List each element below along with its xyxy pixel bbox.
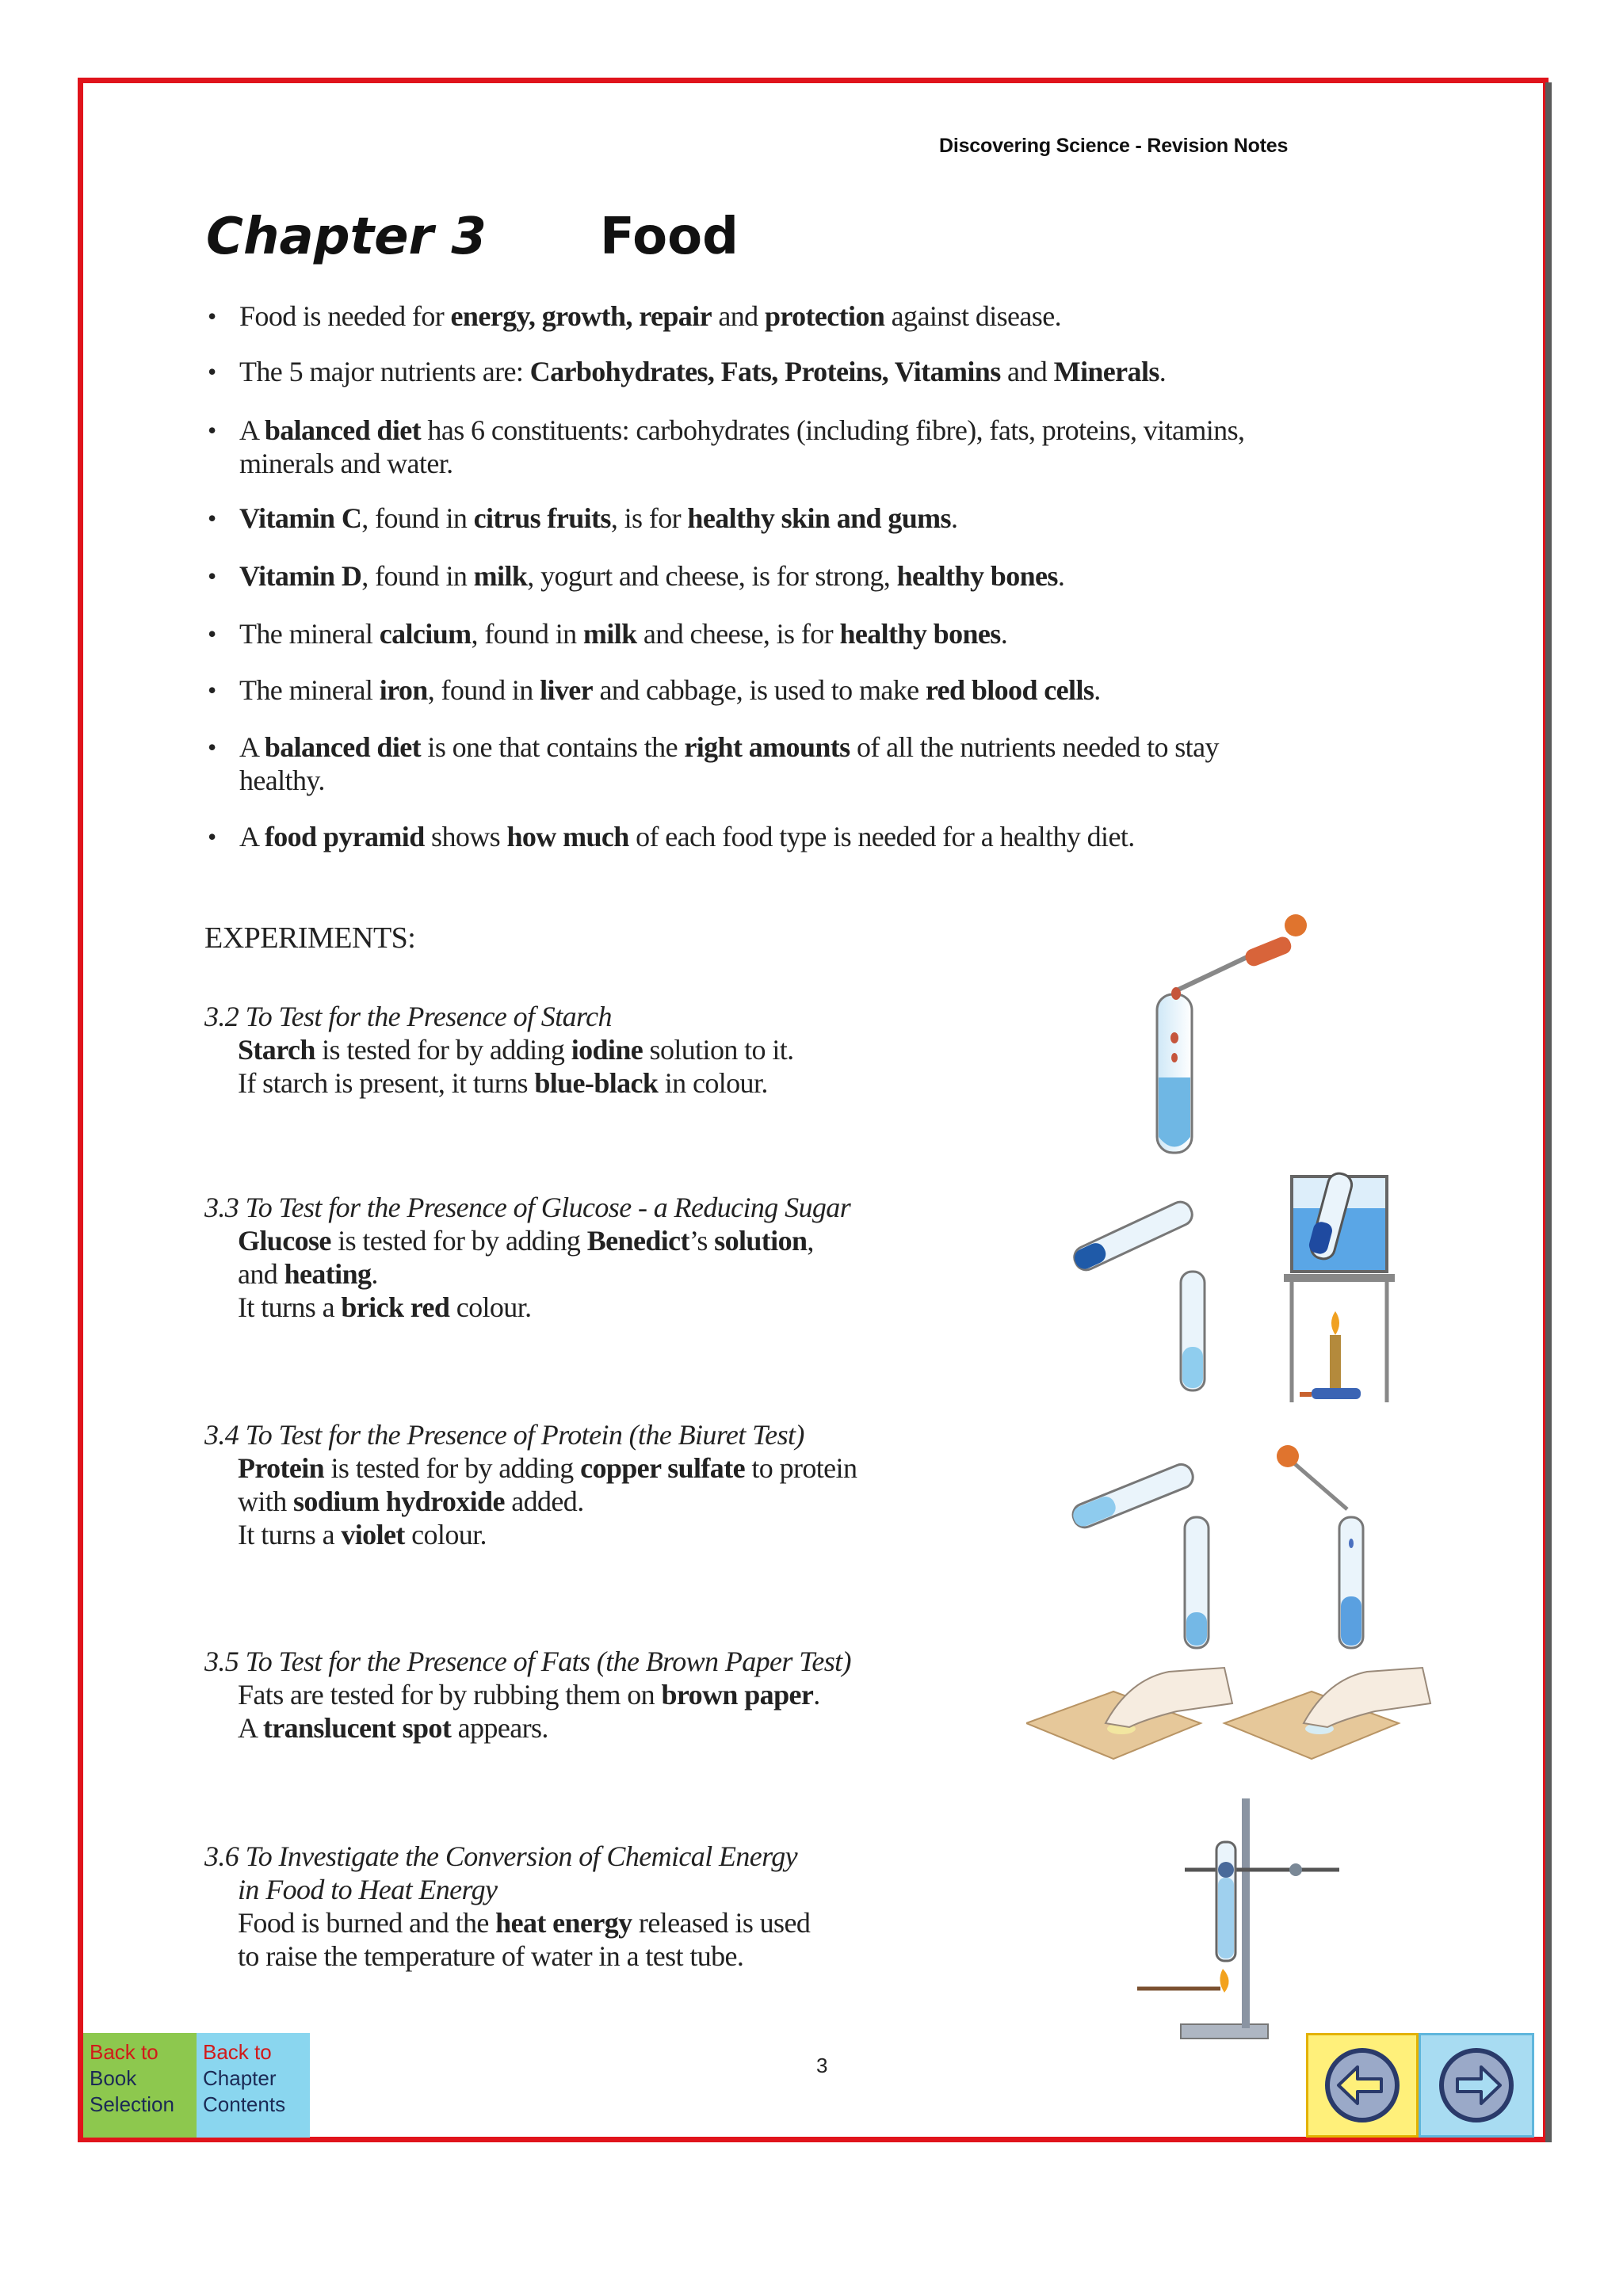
text-run: . bbox=[1094, 674, 1101, 706]
right-arrow-icon bbox=[1421, 2035, 1532, 2135]
experiment-line bbox=[204, 1257, 1076, 1291]
text-run: The mineral bbox=[239, 674, 380, 706]
experiment-3-5 bbox=[204, 1645, 1076, 1745]
text-run: . bbox=[1057, 560, 1065, 592]
text-run: The 5 major nutrients are: bbox=[239, 356, 530, 387]
back-to-chapter-contents-button[interactable] bbox=[197, 2033, 310, 2138]
emphasis-text: iron bbox=[379, 674, 428, 706]
experiment-3-3 bbox=[204, 1191, 1076, 1324]
emphasis-text: Starch bbox=[238, 1034, 315, 1066]
emphasis-text: Carbohydrates, Fats, Proteins, Vitamins bbox=[529, 356, 1001, 387]
text-run: and bbox=[1000, 356, 1054, 387]
emphasis-text: liver bbox=[540, 674, 594, 706]
text-run: , found in bbox=[471, 618, 583, 650]
text-run: added. bbox=[504, 1486, 584, 1517]
emphasis-text: Vitamin D bbox=[239, 560, 362, 592]
text-run: and cabbage, is used to make bbox=[593, 674, 926, 706]
text-run: is tested for by adding bbox=[330, 1225, 587, 1257]
text-run: ’s bbox=[689, 1225, 715, 1257]
emphasis-text: food pyramid bbox=[264, 821, 425, 852]
chapter-title: Food bbox=[600, 208, 739, 266]
emphasis-text: Protein bbox=[238, 1452, 325, 1484]
emphasis-text: right amounts bbox=[684, 731, 850, 763]
emphasis-text: Minerals bbox=[1053, 356, 1159, 387]
starch-test-illustration bbox=[1141, 911, 1323, 1165]
experiment-title: 3.3 To Test for the Presence of Glucose - a Reducing Sugar bbox=[204, 1192, 851, 1223]
chapter-number: Chapter 3 bbox=[206, 208, 487, 266]
experiment-title: 3.4 To Test for the Presence of Protein (the Biuret Test) bbox=[204, 1419, 804, 1451]
text-run: If starch is present, it turns bbox=[238, 1067, 535, 1099]
text-run: with bbox=[238, 1486, 294, 1517]
button-label-line: Back to bbox=[90, 2040, 158, 2064]
button-label-line: Back to bbox=[203, 2040, 272, 2064]
experiment-line bbox=[204, 1224, 1076, 1257]
energy-test-illustration bbox=[1137, 1791, 1359, 2044]
emphasis-text: milk bbox=[473, 560, 528, 592]
experiment-line bbox=[204, 1451, 1076, 1485]
bullet-item: • The mineral iron, found in liver and cabbage, is used to make red blood cells. bbox=[208, 674, 1101, 706]
emphasis-text: Glucose bbox=[238, 1225, 331, 1257]
text-run: solution to it. bbox=[643, 1034, 794, 1066]
back-to-book-selection-button[interactable] bbox=[83, 2033, 197, 2138]
bullet-item: • Vitamin D, found in milk, yogurt and cheese, is for strong, healthy bones. bbox=[208, 560, 1065, 592]
text-run: to protein bbox=[744, 1452, 857, 1484]
experiment-title: 3.5 To Test for the Presence of Fats (the Brown Paper Test) bbox=[204, 1646, 851, 1677]
experiment-3-6 bbox=[204, 1840, 1076, 1973]
emphasis-text: solution bbox=[714, 1225, 808, 1257]
emphasis-text: healthy bones bbox=[896, 560, 1058, 592]
button-label-line: Contents bbox=[203, 2092, 286, 2116]
text-run: against disease. bbox=[884, 300, 1061, 332]
text-run: and cheese, is for bbox=[636, 618, 840, 650]
emphasis-text: brick red bbox=[341, 1291, 450, 1323]
next-page-button[interactable] bbox=[1419, 2033, 1534, 2138]
text-run: is tested for by adding bbox=[324, 1452, 581, 1484]
experiment-line bbox=[204, 1291, 1076, 1324]
emphasis-text: how much bbox=[506, 821, 629, 852]
text-run: and bbox=[238, 1258, 285, 1290]
experiment-line bbox=[204, 1711, 1076, 1745]
emphasis-text: red blood cells bbox=[925, 674, 1094, 706]
bullet-item: • A food pyramid shows how much of each food type is needed for a healthy diet. bbox=[208, 821, 1135, 852]
text-run: Food is needed for bbox=[239, 300, 451, 332]
frame-shadow bbox=[1545, 82, 1552, 2142]
experiment-line bbox=[204, 1678, 1076, 1711]
bullet-item: • A balanced diet has 6 constituents: carbohydrates (including fibre), fats, proteins, vitamins, minerals and water. bbox=[208, 414, 1245, 479]
experiments-heading: EXPERIMENTS: bbox=[204, 921, 416, 955]
text-run: of all the nutrients needed to stay healthy. bbox=[239, 731, 1219, 796]
text-run: . bbox=[813, 1679, 820, 1711]
bullet-item: • Food is needed for energy, growth, repair and protection against disease. bbox=[208, 300, 1061, 332]
text-run: of each food type is needed for a healthy diet. bbox=[628, 821, 1135, 852]
text-run: . bbox=[950, 502, 958, 534]
emphasis-text: balanced diet bbox=[264, 731, 422, 763]
experiment-line bbox=[204, 1485, 1076, 1518]
emphasis-text: citrus fruits bbox=[473, 502, 611, 534]
emphasis-text: translucent spot bbox=[262, 1712, 452, 1744]
experiment-3-4 bbox=[204, 1418, 1076, 1551]
emphasis-text: copper sulfate bbox=[580, 1452, 745, 1484]
emphasis-text: Vitamin C bbox=[239, 502, 362, 534]
fat-test-illustration bbox=[1026, 1656, 1438, 1775]
text-run: . bbox=[1159, 356, 1167, 387]
text-run: , yogurt and cheese, is for strong, bbox=[527, 560, 897, 592]
experiment-title: 3.6 To Investigate the Conversion of Chemical Energy bbox=[204, 1840, 798, 1872]
experiment-title-cont: in Food to Heat Energy bbox=[238, 1874, 498, 1905]
text-run: colour. bbox=[449, 1291, 532, 1323]
text-run: It turns a bbox=[238, 1291, 342, 1323]
bullet-item: • A balanced diet is one that contains the right amounts of all the nutrients needed to stay healthy. bbox=[208, 731, 1219, 796]
emphasis-text: calcium bbox=[379, 618, 472, 650]
text-run: It turns a bbox=[238, 1519, 342, 1550]
text-run: is tested for by adding bbox=[315, 1034, 571, 1066]
emphasis-text: sodium hydroxide bbox=[293, 1486, 505, 1517]
experiment-title: 3.2 To Test for the Presence of Starch bbox=[204, 1001, 612, 1032]
text-run: The mineral bbox=[239, 618, 380, 650]
emphasis-text: brown paper bbox=[661, 1679, 814, 1711]
text-run: in colour. bbox=[658, 1067, 768, 1099]
text-run: , found in bbox=[427, 674, 540, 706]
emphasis-text: milk bbox=[582, 618, 637, 650]
experiment-line bbox=[204, 1518, 1076, 1551]
text-run: to raise the temperature of water in a test tube. bbox=[238, 1940, 744, 1972]
text-run: is one that contains the bbox=[421, 731, 685, 763]
experiment-3-2 bbox=[204, 1000, 1076, 1100]
text-run: colour. bbox=[404, 1519, 487, 1550]
bullet-item: • Vitamin C, found in citrus fruits, is for healthy skin and gums. bbox=[208, 502, 958, 534]
text-run: , is for bbox=[610, 502, 688, 534]
text-run: . bbox=[1000, 618, 1008, 650]
glucose-test-illustration bbox=[1062, 1165, 1403, 1426]
emphasis-text: Benedict bbox=[586, 1225, 689, 1257]
text-run: A bbox=[238, 1712, 263, 1744]
text-run: , found in bbox=[361, 560, 474, 592]
text-run: Food is burned and the bbox=[238, 1907, 496, 1939]
text-run: and bbox=[711, 300, 765, 332]
experiment-line bbox=[204, 1033, 1076, 1066]
text-run: . bbox=[371, 1258, 378, 1290]
text-run: A bbox=[239, 731, 265, 763]
left-arrow-icon bbox=[1308, 2035, 1416, 2135]
emphasis-text: protection bbox=[764, 300, 885, 332]
text-run: released is used bbox=[632, 1907, 811, 1939]
emphasis-text: violet bbox=[341, 1519, 405, 1550]
button-label-line: Selection bbox=[90, 2092, 174, 2116]
experiment-line bbox=[204, 1939, 1076, 1973]
previous-page-button[interactable] bbox=[1306, 2033, 1419, 2138]
emphasis-text: energy, growth, repair bbox=[450, 300, 712, 332]
emphasis-text: healthy bones bbox=[839, 618, 1001, 650]
page-header: Discovering Science - Revision Notes bbox=[939, 135, 1289, 157]
text-run: appears. bbox=[451, 1712, 548, 1744]
text-run: shows bbox=[424, 821, 507, 852]
emphasis-text: iodine bbox=[571, 1034, 643, 1066]
text-run: , found in bbox=[361, 502, 474, 534]
experiment-line bbox=[204, 1066, 1076, 1100]
emphasis-text: blue-black bbox=[534, 1067, 659, 1099]
button-label-line: Chapter bbox=[203, 2066, 277, 2090]
text-run: Fats are tested for by rubbing them on bbox=[238, 1679, 662, 1711]
emphasis-text: heating bbox=[284, 1258, 372, 1290]
button-label-line: Book bbox=[90, 2066, 137, 2090]
text-run: A bbox=[239, 821, 265, 852]
experiment-line bbox=[204, 1906, 1076, 1939]
bullet-item: • The mineral calcium, found in milk and cheese, is for healthy bones. bbox=[208, 618, 1008, 650]
emphasis-text: balanced diet bbox=[264, 414, 422, 446]
emphasis-text: heat energy bbox=[495, 1907, 632, 1939]
text-run: , bbox=[807, 1225, 814, 1257]
emphasis-text: healthy skin and gums bbox=[687, 502, 951, 534]
protein-test-illustration bbox=[1058, 1442, 1407, 1656]
bullet-item: • The 5 major nutrients are: Carbohydrates, Fats, Proteins, Vitamins and Minerals. bbox=[208, 356, 1167, 387]
text-run: has 6 constituents: carbohydrates (including fibre), fats, proteins, vitamins, minerals and water. bbox=[239, 414, 1245, 479]
page-number: 3 bbox=[816, 2054, 828, 2077]
text-run: A bbox=[239, 414, 265, 446]
